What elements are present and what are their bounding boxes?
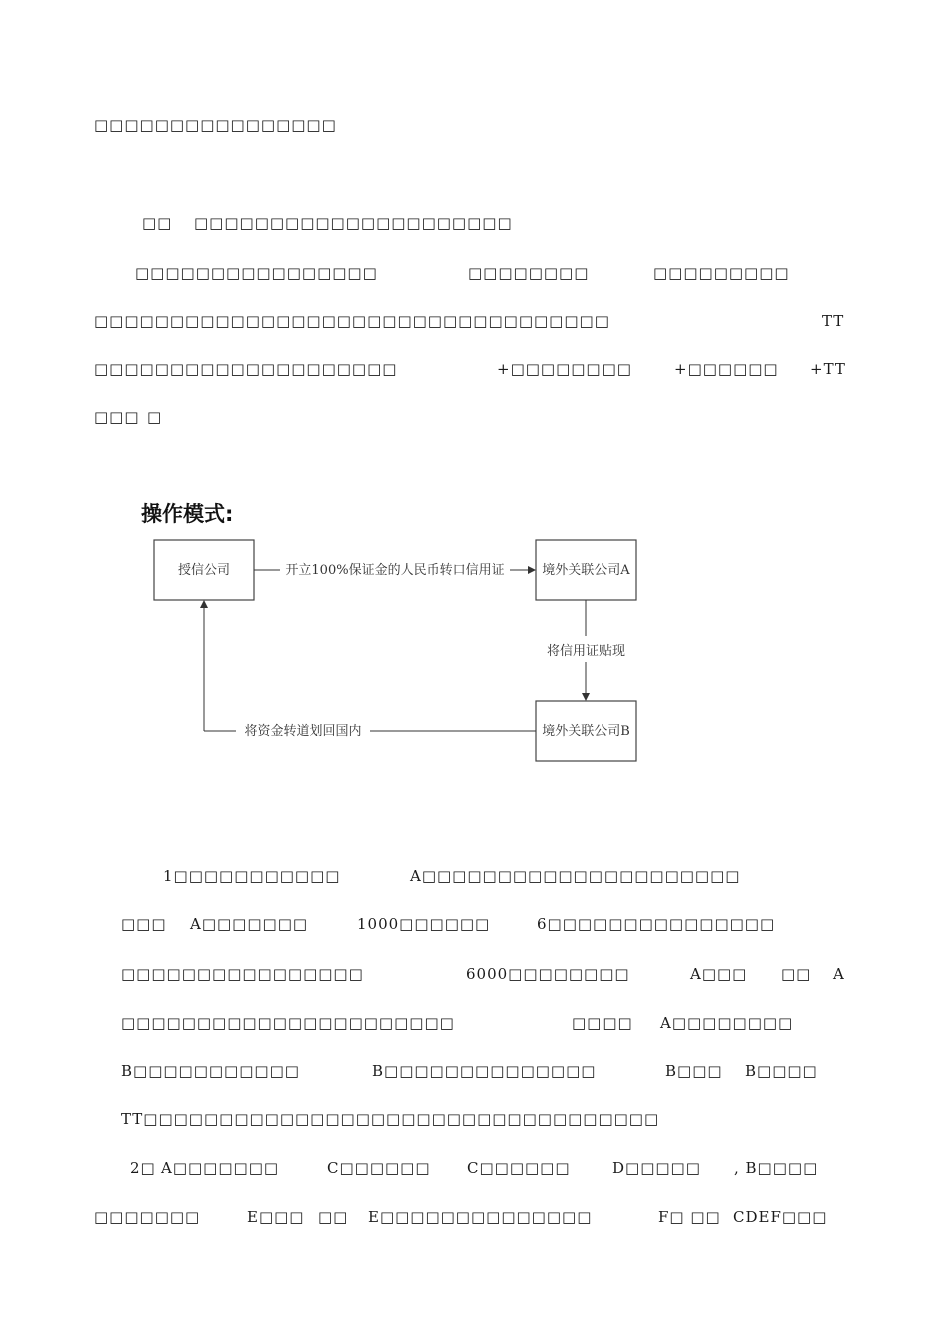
text-line: CDEF□□□: [733, 1208, 828, 1226]
text-line: □□□□□□□□□□□□□□□□□□□□□□: [121, 1014, 455, 1032]
text-line: □□: [781, 965, 812, 983]
box-credit-company-label: 授信公司: [177, 563, 231, 578]
text-line: A□□□: [690, 965, 748, 983]
diagram-heading: 操作模式:: [141, 502, 234, 526]
box-overseas-a-label: 境外关联公司A: [542, 563, 630, 578]
text-line: TT: [822, 312, 845, 330]
text-line: □□□□□□□□□□□□□□□□□□□□□: [194, 214, 513, 232]
text-line: D□□□□□: [612, 1159, 701, 1177]
text-line: 6000□□□□□□□□: [466, 965, 630, 983]
text-line: +□□□□□□□□: [497, 360, 632, 378]
text-line: E□□□: [247, 1208, 305, 1226]
box-overseas-b-label: 境外关联公司B: [542, 724, 630, 739]
text-line: E□□□□□□□□□□□□□□: [368, 1208, 593, 1226]
text-line: A□□□□□□□□: [660, 1014, 794, 1032]
text-line: 6□□□□□□□□□□□□□□□: [537, 915, 776, 933]
text-line: A□□□□□□□□□□□□□□□□□□□□□: [410, 867, 741, 885]
text-line: □□□□□□□□□: [653, 264, 790, 282]
text-line: F□ □□: [658, 1208, 721, 1226]
text-line: C□□□□□□: [467, 1159, 571, 1177]
text-line: A□□□□□□□: [190, 915, 309, 933]
text-line: C□□□□□□: [327, 1159, 431, 1177]
text-line: B□□□□□□□□□□□: [121, 1062, 300, 1080]
text-line: A: [833, 965, 845, 983]
text-line: , B□□□□: [734, 1159, 819, 1177]
text-line: □□□□□□□: [94, 1208, 201, 1226]
text-line: □□□□□□□□: [468, 264, 590, 282]
arrow-label-discount: 将信用证贴现: [546, 644, 626, 659]
text-line: B□□□□□□□□□□□□□□: [372, 1062, 597, 1080]
text-line: 1□□□□□□□□□□□: [163, 867, 341, 885]
text-line: □□□: [121, 915, 167, 933]
text-line: 1000□□□□□□: [357, 915, 491, 933]
text-line: □□: [318, 1208, 349, 1226]
arrow-label-transfer-back: 将资金转道划回国内: [244, 724, 362, 739]
text-line: □: [147, 408, 163, 426]
text-line: B□□□□: [745, 1062, 818, 1080]
text-line: □□: [142, 214, 173, 232]
text-line: □□□□□□□□□□□□□□□□□□□□□□□□□□□□□□□□□□: [94, 312, 610, 330]
text-line: □□□□□□□□□□□□□□□□: [121, 965, 364, 983]
text-line: +□□□□□□: [674, 360, 779, 378]
text-line: □□□□□□□□□□□□□□□□: [94, 116, 337, 134]
text-line: B□□□: [665, 1062, 723, 1080]
arrow-label-open-lc: 开立100%保证金的人民币转口信用证: [285, 563, 505, 578]
text-line: 2□: [130, 1159, 156, 1177]
text-line: TT□□□□□□□□□□□□□□□□□□□□□□□□□□□□□□□□□□: [121, 1110, 660, 1128]
text-line: +TT: [810, 360, 846, 378]
text-line: □□□: [94, 408, 140, 426]
text-line: □□□□: [572, 1014, 633, 1032]
text-line: □□□□□□□□□□□□□□□□: [135, 264, 378, 282]
text-line: □□□□□□□□□□□□□□□□□□□□: [94, 360, 398, 378]
text-line: A□□□□□□□: [161, 1159, 280, 1177]
